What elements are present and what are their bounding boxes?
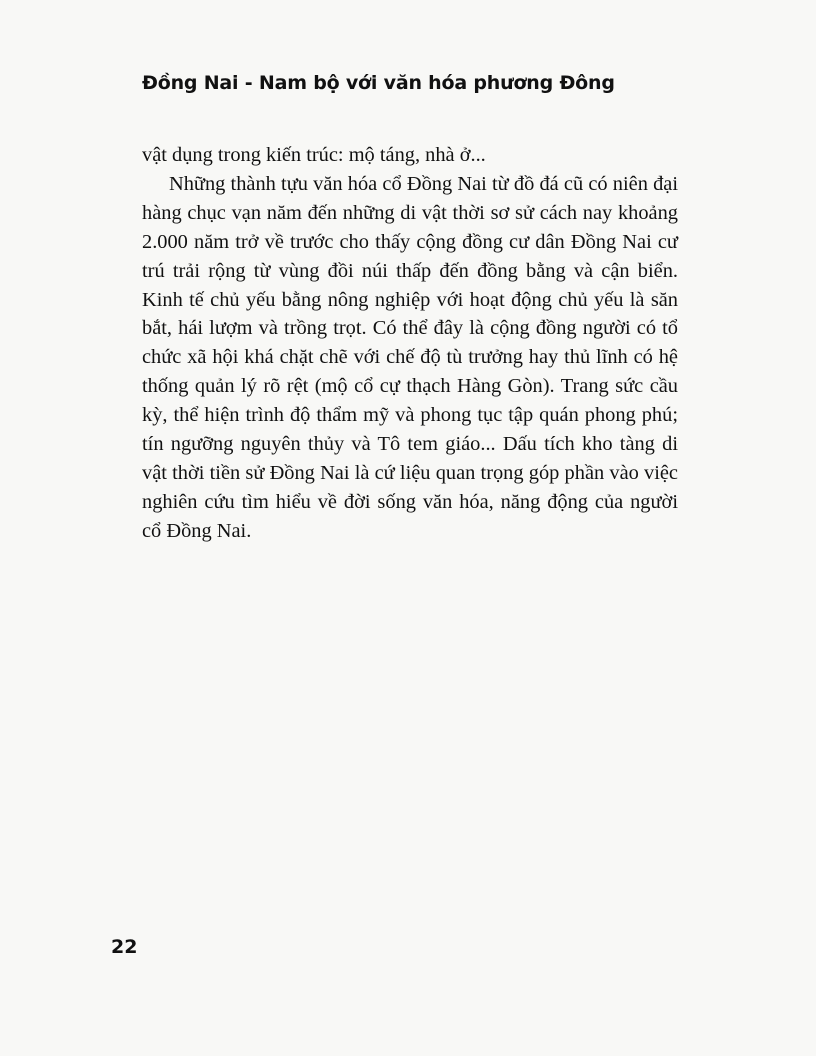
body-text: [142, 141, 678, 546]
paragraph-main: Những thành tựu văn hóa cổ Đồng Nai từ đồ đá cũ có niên đại hàng chục vạn năm đến những di vật thời sơ sử cách nay khoảng 2.000 năm trở về trước cho thấy cộng đồng cư dân Đồng Nai cư trú trải rộng từ vùng đồi núi thấp đến đồng bằng và cận biển. Kinh tế chủ yếu bằng nông nghiệp với hoạt động chủ yếu là săn bắt, hái lượm và trồng trọt. Có thể đây là cộng đồng người có tổ chức xã hội khá chặt chẽ với chế độ tù trưởng hay thủ lĩnh có hệ thống quản lý rõ rệt (mộ cổ cự thạch Hàng Gòn). Trang sức cầu kỳ, thể hiện trình độ thẩm mỹ và phong tục tập quán phong phú; tín ngưỡng nguyên thủy và Tô tem giáo... Dấu tích kho tàng di vật thời tiền sử Đồng Nai là cứ liệu quan trọng góp phần vào việc nghiên cứu tìm hiểu về đời sống văn hóa, năng động của người cổ Đồng Nai.: [142, 172, 678, 542]
paragraph-continuation: vật dụng trong kiến trúc: mộ táng, nhà ở...: [142, 144, 486, 166]
page-number: 22: [111, 936, 138, 958]
running-header-title: Đồng Nai - Nam bộ với văn hóa phương Đông: [142, 72, 615, 94]
